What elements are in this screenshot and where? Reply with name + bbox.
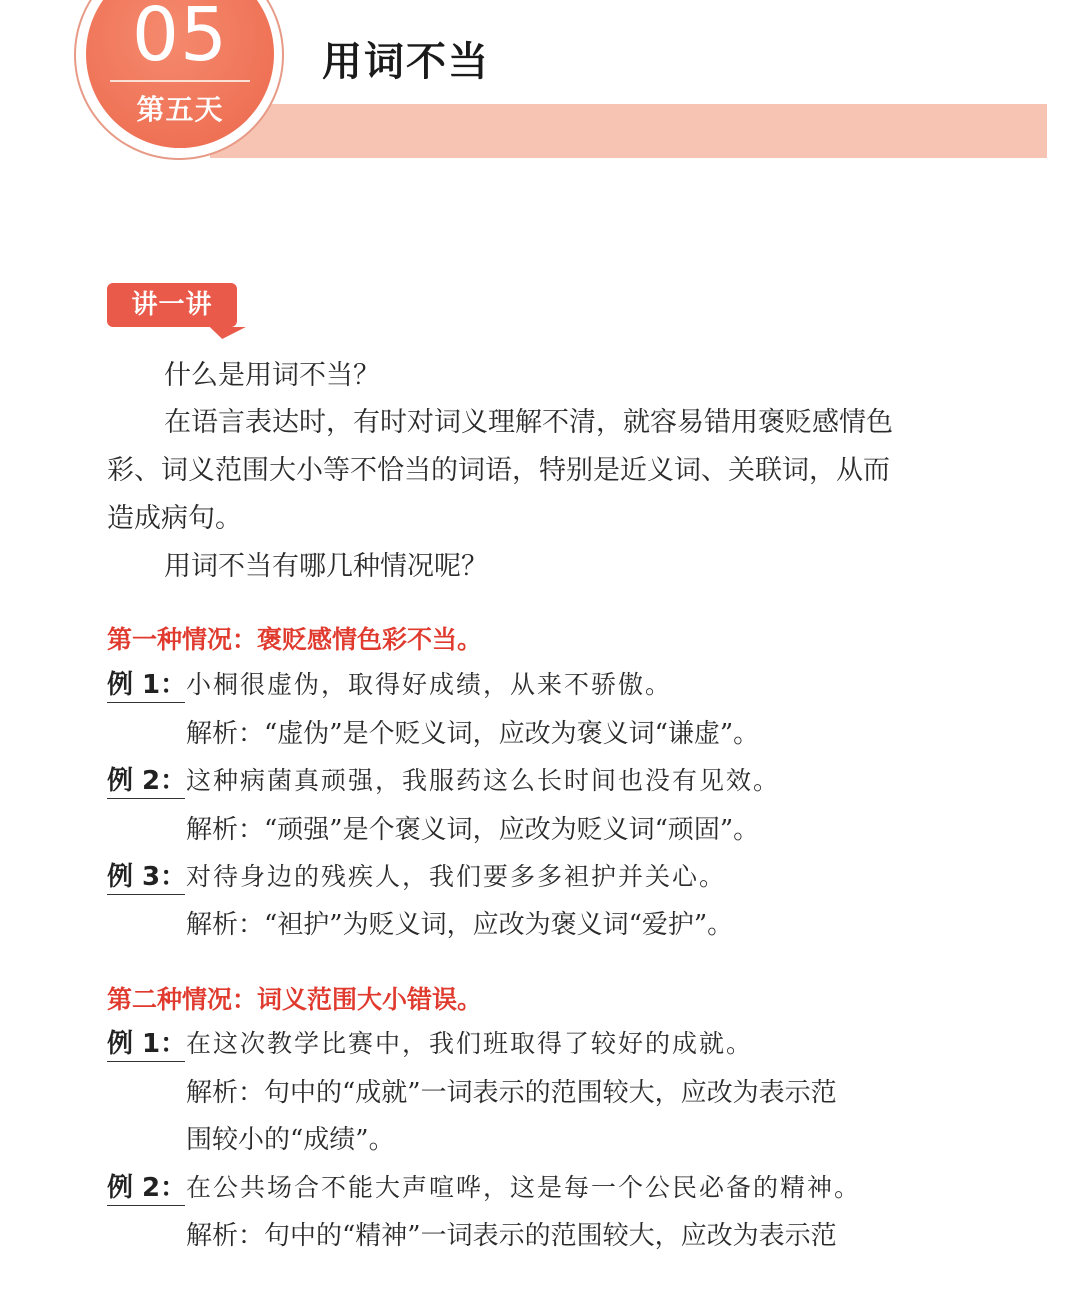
example-label: 例 2： <box>107 1171 185 1206</box>
example-label: 例 2： <box>107 764 185 799</box>
example-sentence: 在公共场合不能大声喧哗，这是每一个公民必备的精神。 <box>186 1173 862 1202</box>
badge-divider <box>110 80 250 82</box>
intro-question: 用词不当有哪几种情况呢？ <box>164 551 488 582</box>
intro-paragraph-line: 在语言表达时，有时对词义理解不清，就容易错用褒贬感情色 <box>164 407 893 438</box>
badge-number: 05 <box>131 0 229 78</box>
section-tag: 讲一讲 <box>107 283 237 327</box>
example-analysis: 解析：句中的“成就”一词表示的范围较大，应改为表示范 <box>186 1078 837 1108</box>
example-sentence: 对待身边的残疾人，我们要多多袒护并关心。 <box>186 862 727 891</box>
intro-question: 什么是用词不当？ <box>164 360 380 391</box>
header-band <box>210 104 1047 158</box>
example-analysis: 解析：“袒护”为贬义词，应改为褒义词“爱护”。 <box>186 910 734 940</box>
example-sentence: 这种病菌真顽强，我服药这么长时间也没有见效。 <box>186 766 781 795</box>
example-sentence: 在这次教学比赛中，我们班取得了较好的成就。 <box>186 1029 754 1058</box>
case-heading: 第一种情况：褒贬感情色彩不当。 <box>107 625 483 654</box>
intro-paragraph-line: 彩、词义范围大小等不恰当的词语，特别是近义词、关联词，从而 <box>107 455 890 486</box>
example-label: 例 3： <box>107 860 185 895</box>
example-analysis: 围较小的“成绩”。 <box>186 1125 395 1155</box>
example-analysis: 解析：“顽强”是个褒义词，应改为贬义词“顽固”。 <box>186 815 760 845</box>
example-label: 例 1： <box>107 1027 185 1062</box>
day-badge <box>86 0 274 148</box>
badge-day: 第五天 <box>136 93 224 126</box>
example-analysis: 解析：句中的“精神”一词表示的范围较大，应改为表示范 <box>186 1221 837 1251</box>
page-title: 用词不当 <box>322 39 490 85</box>
example-sentence: 小桐很虚伪，取得好成绩，从来不骄傲。 <box>186 670 673 699</box>
case-heading: 第二种情况：词义范围大小错误。 <box>107 985 483 1014</box>
example-label: 例 1： <box>107 668 185 703</box>
example-analysis: 解析：“虚伪”是个贬义词，应改为褒义词“谦虚”。 <box>186 719 760 749</box>
intro-paragraph-line: 造成病句。 <box>107 503 242 534</box>
